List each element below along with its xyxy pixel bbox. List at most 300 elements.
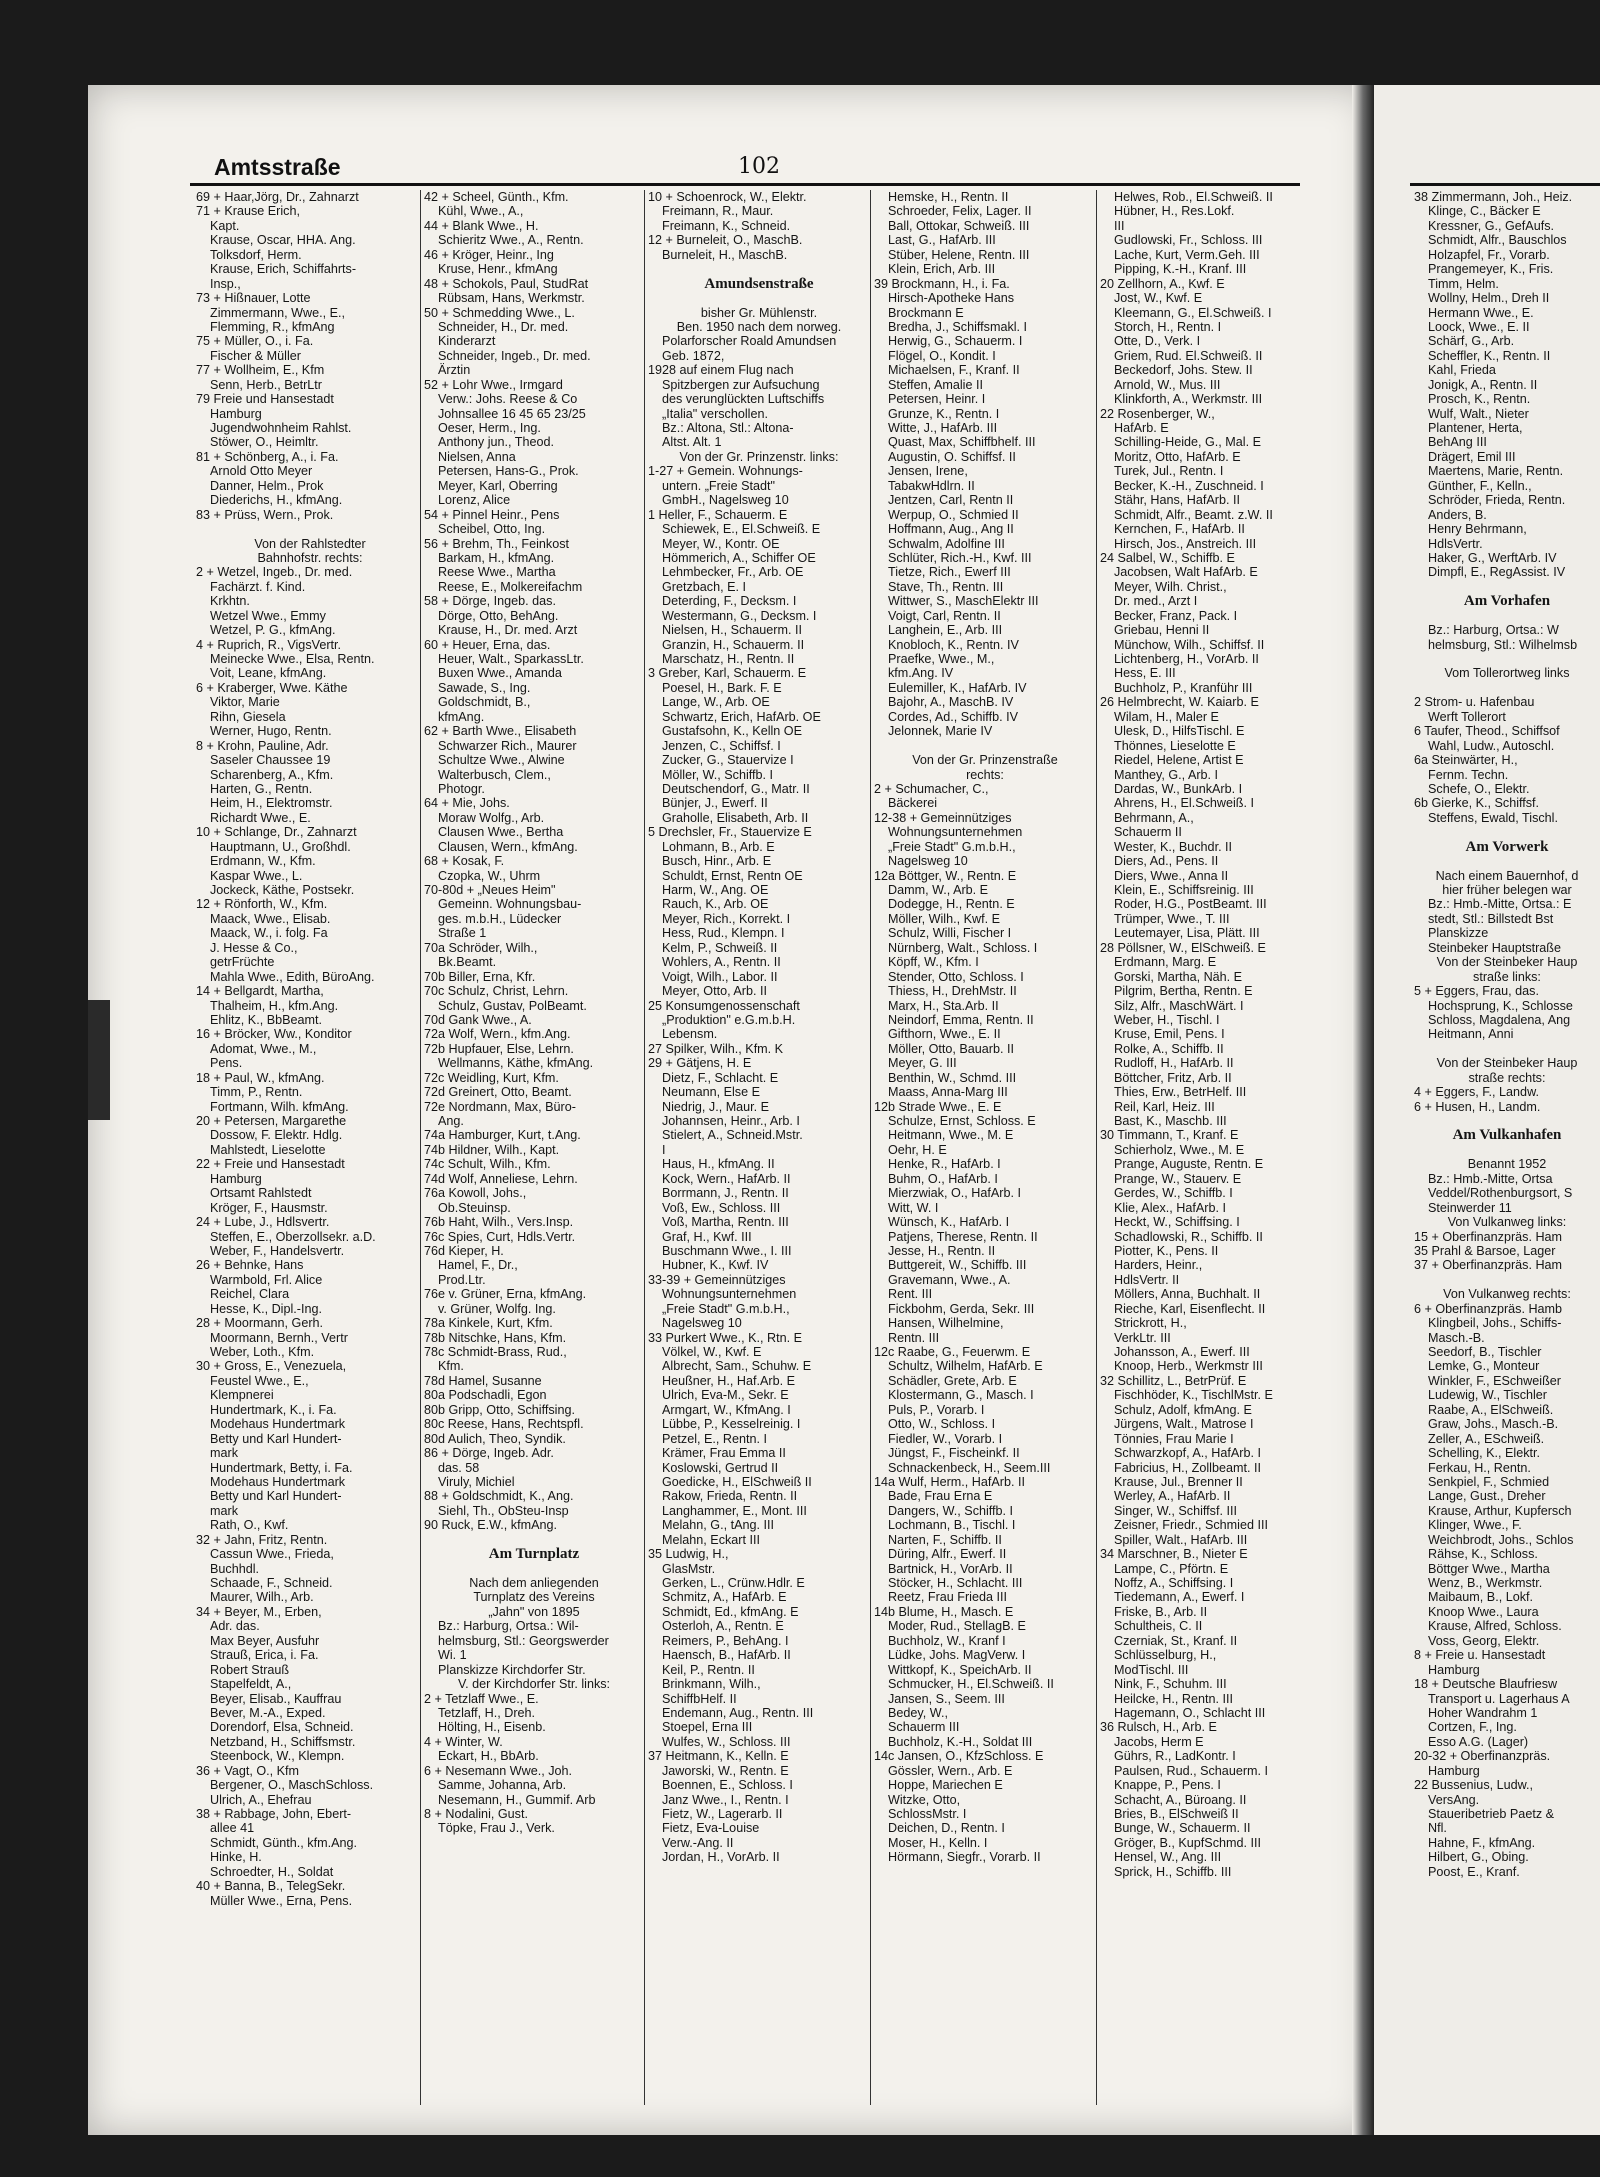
scan-shadow <box>88 1000 110 1120</box>
directory-entry: das. 58 <box>438 1460 480 1475</box>
directory-entry: Schultze Wwe., Alwine <box>438 753 565 768</box>
directory-entry: Dorendorf, Elsa, Schneid. <box>210 1720 354 1735</box>
directory-entry: Krause, Jul., Brenner II <box>1114 1474 1243 1489</box>
directory-entry: Bäckerei <box>888 796 937 811</box>
directory-entry: Armgart, W., KfmAng. I <box>662 1402 791 1417</box>
directory-entry: 1-27 + Gemein. Wohnungs- <box>648 464 803 479</box>
directory-entry: Walterbusch, Clem., <box>438 767 551 782</box>
directory-entry: Fischhöder, K., TischlMstr. E <box>1114 1388 1273 1403</box>
directory-entry: Buxen Wwe., Amanda <box>438 666 562 681</box>
directory-entry: Koslowski, Gertrud II <box>662 1460 779 1475</box>
directory-entry: 4 + Ruprich, R., VigsVertr. <box>196 637 342 652</box>
directory-entry: Warmbold, Frl. Alice <box>210 1272 323 1287</box>
directory-entry: Stüber, Helene, Rentn. III <box>888 247 1030 262</box>
directory-entry: Wohnungsunternehmen <box>888 825 1023 840</box>
directory-entry: 12a Böttger, W., Rentn. E <box>874 868 1017 883</box>
directory-entry: Stave, Th., Rentn. III <box>888 579 1004 594</box>
directory-entry: Anthony jun., Theod. <box>438 435 554 450</box>
directory-entry <box>424 1562 644 1576</box>
directory-entry: Meyer, W., Kontr. OE <box>662 536 780 551</box>
directory-entry: Werpup, O., Schmied II <box>888 507 1019 522</box>
directory-entry: Dietz, F., Schlacht. E <box>662 1070 779 1085</box>
directory-entry: Cassun Wwe., Frieda, <box>210 1547 334 1562</box>
directory-entry: Helwes, Rob., El.Schweiß. II <box>1114 190 1273 204</box>
directory-entry: Lohmann, B., Arb. E <box>662 839 775 854</box>
directory-entry: Krause, Arthur, Kupfersch <box>1428 1503 1572 1518</box>
directory-entry: Stapelfeldt, A., <box>210 1677 292 1692</box>
directory-entry: Hess, Rud., Klempn. I <box>662 926 785 941</box>
directory-entry: Lache, Kurt, Verm.Geh. III <box>1114 247 1260 262</box>
directory-entry: 36 + Vagt, O., Kfm <box>196 1763 300 1778</box>
directory-entry: Nesemann, H., Gummif. Arb <box>438 1792 596 1807</box>
directory-entry: GmbH., Nagelsweg 10 <box>662 493 789 508</box>
directory-entry: Goedicke, H., ElSchweiß II <box>662 1474 812 1489</box>
directory-entry: Kleemann, G., El.Schweiß. I <box>1114 305 1272 320</box>
directory-entry: Hahne, F., kfmAng. <box>1428 1835 1536 1850</box>
directory-entry: Neindorf, Emma, Rentn. II <box>888 1012 1034 1027</box>
directory-entry: Tiedemann, A., Ewerf. I <box>1114 1590 1245 1605</box>
directory-entry: Stielert, A., Schneid.Mstr. <box>662 1128 803 1143</box>
directory-entry: getrFrüchte <box>210 955 275 970</box>
directory-entry: 28 Pöllsner, W., ElSchweiß. E <box>1100 940 1266 955</box>
directory-entry: Moser, H., Kelln. I <box>888 1835 988 1850</box>
directory-entry: Knoop Wwe., Laura <box>1428 1604 1539 1619</box>
directory-entry: Modehaus Hundertmark <box>210 1474 346 1489</box>
directory-entry: Hansen, Wilhelmine, <box>888 1316 1004 1331</box>
directory-entry: Haker, G., WerftArb. IV <box>1428 550 1557 565</box>
directory-entry: 74d Wolf, Anneliese, Lehrn. <box>424 1171 578 1186</box>
directory-entry: Steinbeker Hauptstraße <box>1428 940 1562 955</box>
directory-entry: Klostermann, G., Masch. I <box>888 1388 1034 1403</box>
directory-entry: 78b Nitschke, Hans, Kfm. <box>424 1330 567 1345</box>
directory-entry: Petersen, Hans-G., Prok. <box>438 464 579 479</box>
directory-entry: Lehmbecker, Fr., Arb. OE <box>662 565 804 580</box>
directory-entry: Klie, Alex., HafArb. I <box>1114 1200 1226 1215</box>
directory-entry: Schlüter, Rich.-H., Kwf. III <box>888 550 1032 565</box>
directory-entry: Deterding, F., Decksm. I <box>662 594 797 609</box>
directory-entry: Beckedorf, Johs. Stew. II <box>1114 363 1253 378</box>
directory-entry: Reese, E., Molkereifachm <box>438 579 583 594</box>
directory-entry: des verunglückten Luftschiffs <box>662 392 825 407</box>
directory-entry: Mahla Wwe., Edith, BüroAng. <box>210 969 375 984</box>
directory-entry: Adr. das. <box>210 1619 260 1634</box>
directory-entry: Lampe, C., Pförtn. E <box>1114 1561 1229 1576</box>
directory-entry: 76d Kieper, H. <box>424 1243 504 1258</box>
directory-entry: Schroeder, Felix, Lager. II <box>888 204 1032 219</box>
directory-entry: 22 Bussenius, Ludw., <box>1414 1778 1534 1793</box>
directory-entry: Ben. 1950 nach dem norweg. <box>676 319 842 334</box>
directory-entry: Johnsallee 16 45 65 23/25 <box>438 406 586 421</box>
directory-entry: Ehlitz, K., BbBeamt. <box>210 1012 322 1027</box>
directory-entry: Holzapfel, Fr., Vorarb. <box>1428 247 1550 262</box>
directory-entry: Spitzbergen zur Aufsuchung <box>662 377 820 392</box>
directory-entry: 4 + Winter, W. <box>424 1734 503 1749</box>
directory-entry: 6 Taufer, Theod., Schiffsof <box>1414 724 1560 739</box>
directory-entry: 56 + Brehm, Th., Feinkost <box>424 536 570 551</box>
directory-entry: Eckart, H., BbArb. <box>438 1749 539 1764</box>
directory-entry: straße links: <box>1473 969 1541 984</box>
directory-entry: Maurer, Wilh., Arb. <box>210 1590 314 1605</box>
directory-entry: Endemann, Aug., Rentn. III <box>662 1705 814 1720</box>
directory-entry: „Jahn" von 1895 <box>488 1604 580 1619</box>
directory-entry: Melahn, Eckart III <box>662 1532 760 1547</box>
directory-entry: 54 + Pinnel Heinr., Pens <box>424 507 560 522</box>
directory-entry: Hochsprung, K., Schlosse <box>1428 998 1573 1013</box>
directory-entry <box>1414 825 1600 839</box>
directory-entry: III <box>1114 218 1125 233</box>
directory-entry: Buchholz, K.-H., Soldat III <box>888 1734 1033 1749</box>
directory-entry: Nfl. <box>1428 1821 1447 1836</box>
directory-entry: Gerdes, W., Schiffb. I <box>1114 1186 1233 1201</box>
directory-entry: Hundertmark, Betty, i. Fa. <box>210 1460 353 1475</box>
directory-entry: Moraw Wolfg., Arb. <box>438 810 545 825</box>
directory-entry: 24 + Lube, J., Hdlsvertr. <box>196 1215 330 1230</box>
directory-entry: Jüngst, F., Fischeinkf. II <box>888 1446 1020 1461</box>
directory-entry: Bz.: Harburg, Ortsa.: Wil- <box>438 1619 579 1634</box>
directory-entry: Schmidt, Alfr., Beamt. z.W. II <box>1114 507 1273 522</box>
directory-entry: 6 + Kraberger, Wwe. Käthe <box>196 680 348 695</box>
directory-entry: Ulesk, D., HilfsTischl. E <box>1114 724 1245 739</box>
directory-entry: Michaelsen, F., Kranf. II <box>888 363 1020 378</box>
directory-entry: Buhm, O., HafArb. I <box>888 1171 998 1186</box>
directory-entry: Langhein, E., Arb. III <box>888 623 1003 638</box>
directory-entry: Silz, Alfr., MaschWärt. I <box>1114 998 1244 1013</box>
directory-entry: Marschatz, H., Rentn. II <box>662 652 795 666</box>
directory-entry: 14a Wulf, Herm., HafArb. II <box>874 1474 1025 1489</box>
directory-entry: Von der Steinbeker Haup <box>1436 1056 1578 1071</box>
directory-entry: 34 + Beyer, M., Erben, <box>196 1604 322 1619</box>
directory-entry: 73 + Hißnauer, Lotte <box>196 291 311 306</box>
directory-entry: Stöcker, H., Schlacht. III <box>888 1576 1023 1590</box>
directory-entry: Hundertmark, K., i. Fa. <box>210 1402 337 1417</box>
directory-entry: 72a Wolf, Wern., kfm.Ang. <box>424 1027 571 1042</box>
directory-entry: hier früher belegen war <box>1442 883 1572 897</box>
directory-entry: Meyer, Otto, Arb. II <box>662 984 767 999</box>
directory-entry: Maack, Wwe., Elisab. <box>210 911 331 926</box>
directory-entry: mark <box>210 1446 238 1461</box>
directory-entry: Hess, E. III <box>1114 666 1176 681</box>
directory-entry: Steinwerder 11 <box>1428 1200 1512 1215</box>
directory-entry: Bade, Frau Erna E <box>888 1489 993 1504</box>
directory-entry: Buschmann Wwe., I. III <box>662 1243 792 1258</box>
directory-entry: Dangers, W., Schiffb. I <box>888 1503 1014 1518</box>
directory-entry: Geb. 1872, <box>662 348 725 363</box>
directory-entry: Melahn, G., tAng. III <box>662 1518 774 1533</box>
directory-entry: Hamburg <box>1428 1763 1480 1778</box>
directory-entry: Freimann, R., Maur. <box>662 204 774 219</box>
directory-entry: Praefke, Wwe., M., <box>888 652 995 666</box>
directory-entry: Gerken, L., Crünw.Hdlr. E <box>662 1576 805 1590</box>
directory-entry: GlasMstr. <box>662 1561 716 1576</box>
column-divider <box>644 190 645 2105</box>
directory-entry: 64 + Mie, Johs. <box>424 796 510 811</box>
directory-entry: Böttcher, Fritz, Arb. II <box>1114 1070 1232 1085</box>
directory-entry: Hörmann, Siegfr., Vorarb. II <box>888 1850 1041 1865</box>
directory-entry: Mierzwiak, O., HafArb. I <box>888 1186 1021 1201</box>
directory-entry: Ferkau, H., Rentn. <box>1428 1460 1531 1475</box>
directory-entry: stedt, Stl.: Billstedt Bst <box>1428 911 1554 926</box>
directory-entry: Maibaum, B., Lokf. <box>1428 1590 1533 1605</box>
directory-entry: Ludewig, W., Tischler <box>1428 1388 1547 1403</box>
directory-entry: Rudloff, H., HafArb. II <box>1114 1056 1234 1071</box>
directory-entry: Lebensm. <box>662 1027 718 1042</box>
directory-entry: Moder, Rud., StellagB. E <box>888 1619 1026 1634</box>
directory-entry: 52 + Lohr Wwe., Irmgard <box>424 377 563 392</box>
directory-entry: Rakow, Frieda, Rentn. II <box>662 1489 798 1504</box>
directory-entry: Prange, Auguste, Rentn. E <box>1114 1157 1264 1172</box>
directory-entry: Jordan, H., VorArb. II <box>662 1850 780 1865</box>
directory-entry: 12 + Rönforth, W., Kfm. <box>196 897 328 912</box>
directory-entry: Kruse, Emil, Pens. I <box>1114 1027 1225 1042</box>
directory-entry: Von Vulkanweg links: <box>1447 1215 1567 1230</box>
directory-entry: 36 Rulsch, H., Arb. E <box>1100 1720 1217 1735</box>
directory-entry: Witzke, Otto, <box>888 1792 961 1807</box>
directory-entry: Hensel, W., Ang. III <box>1114 1850 1222 1865</box>
directory-entry: Schnackenbeck, H., Seem.III <box>888 1460 1051 1475</box>
directory-entry: Schultz, Wilhelm, HafArb. E <box>888 1359 1043 1374</box>
directory-entry: BehAng III <box>1428 435 1487 450</box>
directory-entry: 6 + Husen, H., Landm. <box>1414 1099 1541 1114</box>
page-number: 102 <box>738 154 780 179</box>
directory-entry: Vom Tollerortweg links <box>1444 666 1570 681</box>
directory-entry <box>648 262 870 276</box>
directory-entry: HafArb. E <box>1114 421 1169 435</box>
directory-entry: 86 + Dörge, Ingeb. Adr. <box>424 1446 554 1461</box>
directory-entry: Heuer, Walt., SparkassLtr. <box>438 652 584 666</box>
section-heading: Am Vorwerk <box>1465 839 1549 855</box>
directory-entry: Tolksdorf, Herm. <box>210 247 302 262</box>
directory-entry: 38 + Rabbage, John, Ebert- <box>196 1807 352 1821</box>
directory-entry: Winkler, F., ESchweißer <box>1428 1373 1561 1388</box>
directory-entry: Jonigk, A., Rentn. II <box>1428 377 1538 392</box>
directory-entry <box>1414 1042 1600 1056</box>
directory-entry: Langhammer, E., Mont. III <box>662 1503 807 1518</box>
column-2 <box>424 190 644 2110</box>
directory-entry: Schneider, Ingeb., Dr. med. <box>438 348 591 363</box>
directory-entry: 77 + Wollheim, E., Kfm <box>196 363 325 378</box>
directory-entry: Kinderarzt <box>438 334 496 349</box>
directory-entry: Zeisner, Friedr., Schmied III <box>1114 1518 1268 1533</box>
directory-entry: Osterloh, A., Rentn. E <box>662 1619 784 1634</box>
directory-entry: Steffens, Ewald, Tischl. <box>1428 810 1558 825</box>
directory-entry: Petersen, Heinr. I <box>888 392 986 407</box>
directory-entry: 5 Drechsler, Fr., Stauervize E <box>648 825 812 840</box>
directory-entry: Veddel/Rothenburgsort, S <box>1428 1186 1573 1201</box>
directory-entry: Ang. <box>438 1114 464 1128</box>
directory-entry: Westermann, G., Decksm. I <box>662 608 817 623</box>
directory-entry: Krkhtn. <box>210 594 250 609</box>
directory-entry: 46 + Kröger, Heinr., Ing <box>424 247 554 262</box>
directory-entry: 34 Marschner, B., Nieter E <box>1100 1547 1248 1562</box>
page-header <box>214 148 1299 182</box>
directory-entry: Goldschmidt, B., <box>438 695 531 710</box>
directory-entry: Flemming, R., kfmAng <box>210 319 335 334</box>
directory-entry: 80c Reese, Hans, Rechtspfl. <box>424 1417 584 1432</box>
directory-entry: Jürgens, Walt., Matrose I <box>1114 1417 1254 1432</box>
directory-entry: Nink, F., Schuhm. III <box>1114 1677 1227 1692</box>
directory-entry: 14 + Bellgardt, Martha, <box>196 984 324 999</box>
directory-entry: Danner, Helm., Prok <box>210 478 324 493</box>
directory-entry: J. Hesse & Co., <box>210 940 298 955</box>
directory-entry: 20 Zellhorn, A., Kwf. E <box>1100 276 1225 291</box>
section-heading: Am Vorhafen <box>1463 594 1551 609</box>
directory-entry: 74c Schult, Wilh., Kfm. <box>424 1157 551 1172</box>
directory-entry: Hömmerich, A., Schiffer OE <box>662 550 816 565</box>
directory-entry: 72e Nordmann, Max, Büro- <box>424 1099 576 1114</box>
directory-entry: Bünjer, J., Ewerf. II <box>662 796 768 811</box>
directory-entry: Ärztin <box>438 363 471 378</box>
directory-entry: Meinecke Wwe., Elsa, Rentn. <box>210 652 375 666</box>
directory-entry: Fietz, Eva-Louise <box>662 1821 760 1836</box>
directory-entry: Münchow, Wilh., Schiffsf. II <box>1114 637 1265 652</box>
directory-entry: Jesse, H., Rentn. II <box>888 1243 996 1258</box>
directory-entry <box>1414 1143 1600 1157</box>
directory-entry: 44 + Blank Wwe., H. <box>424 218 539 233</box>
directory-entry: Harders, Heinr., <box>1114 1258 1203 1273</box>
directory-entry: Plantener, Herta, <box>1428 421 1523 435</box>
directory-entry: Rolke, A., Schiffb. II <box>1114 1041 1224 1056</box>
directory-entry: Schadlowski, R., Schiffb. II <box>1114 1229 1263 1244</box>
directory-entry: Buchhdl. <box>210 1561 260 1576</box>
directory-entry: Von der Gr. Prinzenstraße <box>912 753 1058 768</box>
directory-entry: „Freie Stadt" G.m.b.H., <box>662 1301 790 1316</box>
directory-entry: 68 + Kosak, F. <box>424 854 505 869</box>
directory-entry: 62 + Barth Wwe., Elisabeth <box>424 724 577 739</box>
directory-entry: Zucker, G., Stauervize I <box>662 753 794 768</box>
directory-entry: Lorenz, Alice <box>438 493 511 508</box>
directory-entry: Storch, H., Rentn. I <box>1114 319 1222 334</box>
directory-entry <box>424 1533 644 1547</box>
directory-entry: Riedel, Helene, Artist E <box>1114 753 1244 768</box>
directory-entry <box>1414 652 1600 666</box>
directory-entry: Rent. III <box>888 1287 933 1302</box>
directory-entry: Bz.: Harburg, Ortsa.: W <box>1428 623 1559 638</box>
directory-entry: 90 Ruck, E.W., kfmAng. <box>424 1518 557 1533</box>
directory-entry: Bk.Beamt. <box>438 955 497 970</box>
directory-entry: Schilling-Heide, G., Mal. E <box>1114 435 1261 450</box>
directory-entry: Viruly, Michiel <box>438 1474 515 1489</box>
directory-entry: 30 Timmann, T., Kranf. E <box>1100 1128 1239 1143</box>
directory-entry: Neumann, Else E <box>662 1085 761 1100</box>
directory-entry: Puls, P., Vorarb. I <box>888 1402 985 1417</box>
directory-entry: Schmidt, Günth., kfm.Ang. <box>210 1835 357 1850</box>
directory-entry: 40 + Banna, B., TelegSekr. <box>196 1879 346 1894</box>
directory-entry: 60 + Heuer, Erna, das. <box>424 637 551 652</box>
directory-entry: 26 + Behnke, Hans <box>196 1258 304 1273</box>
directory-entry: TabakwHdlrn. II <box>888 478 975 493</box>
directory-entry: Hauptmann, U., Großhdl. <box>210 839 351 854</box>
directory-entry: Von Vulkanweg rechts: <box>1443 1287 1571 1302</box>
directory-entry: Harten, G., Rentn. <box>210 781 313 796</box>
directory-entry: Wulf, Walt., Nieter <box>1428 406 1529 421</box>
directory-entry: Kapt. <box>210 218 240 233</box>
directory-entry: Insp., <box>210 276 241 291</box>
directory-entry: Flögel, O., Kondit. I <box>888 348 996 363</box>
directory-entry <box>874 739 1096 753</box>
directory-entry: Fischer & Müller <box>210 348 301 363</box>
directory-entry: Czopka, W., Uhrm <box>438 868 541 883</box>
directory-entry: 70c Schulz, Christ, Lehrn. <box>424 984 569 999</box>
directory-entry: Fickbohm, Gerda, Sekr. III <box>888 1301 1035 1316</box>
directory-entry: 12c Raabe, G., Feuerwm. E <box>874 1345 1031 1359</box>
directory-entry: Weber, F., Handelsvertr. <box>210 1243 345 1258</box>
directory-entry: Nürnberg, Walt., Schloss. I <box>888 940 1038 955</box>
directory-entry <box>1414 1114 1600 1128</box>
directory-entry: Piotter, K., Pens. II <box>1114 1243 1219 1258</box>
directory-entry: Trümper, Wwe., T. III <box>1114 911 1230 926</box>
directory-entry: 6a Steinwärter, H., <box>1414 753 1518 768</box>
directory-entry: Modehaus Hundertmark <box>210 1417 346 1432</box>
directory-entry: Rath, O., Kwf. <box>210 1518 289 1533</box>
directory-entry: Schmidt, Ed., kfmAng. E <box>662 1604 799 1619</box>
directory-entry: Wester, K., Buchdr. II <box>1114 839 1233 854</box>
directory-entry: 72b Hupfauer, Else, Lehrn. <box>424 1041 574 1056</box>
directory-entry: kfm.Ang. IV <box>888 666 954 681</box>
directory-entry: 15 + Oberfinanzpräs. Ham <box>1414 1229 1563 1244</box>
directory-entry: Jenzen, C., Schiffsf. I <box>662 738 781 753</box>
directory-entry: Kruse, Henr., kfmAng <box>438 262 558 277</box>
directory-entry: Schulz, Willi, Fischer I <box>888 926 1012 941</box>
directory-entry: Turek, Jul., Rentn. I <box>1114 464 1224 479</box>
directory-entry: 76b Haht, Wilh., Vers.Insp. <box>424 1215 574 1230</box>
directory-entry: Wellmanns, Käthe, kfmAng. <box>438 1056 594 1071</box>
directory-entry: Scharenberg, A., Kfm. <box>210 767 334 782</box>
directory-entry: 38 Zimmermann, Joh., Heiz. <box>1414 190 1573 204</box>
directory-entry: Heckt, W., Schiffsing. I <box>1114 1215 1240 1230</box>
directory-entry: Scheffler, K., Rentn. II <box>1428 348 1551 363</box>
directory-entry: Voigt, Wilh., Labor. II <box>662 969 778 984</box>
directory-entry: Bergener, O., MaschSchloss. <box>210 1778 374 1793</box>
directory-entry: Schultheis, C. II <box>1114 1619 1203 1634</box>
section-heading: Am Vulkanhafen <box>1452 1128 1562 1143</box>
directory-entry: Damm, W., Arb. E <box>888 883 989 897</box>
directory-entry: 12 + Burneleit, O., MaschB. <box>648 233 803 248</box>
directory-entry: Schädler, Grete, Arb. E <box>888 1373 1017 1388</box>
directory-entry: I <box>662 1142 666 1157</box>
directory-entry: Netzband, H., Schiffsmstr. <box>210 1734 356 1749</box>
directory-entry: V. der Kirchdorfer Str. links: <box>457 1677 611 1692</box>
directory-entry: Kelm, P., Schweiß. II <box>662 940 778 955</box>
directory-entry: Günther, F., Kelln., <box>1428 478 1532 493</box>
directory-entry <box>1414 1273 1600 1287</box>
directory-entry: 1928 auf einem Flug nach <box>648 363 794 378</box>
directory-entry: Spiller, Walt., HafArb. III <box>1114 1532 1248 1547</box>
directory-entry: Griem, Rud. El.Schweiß. II <box>1114 348 1263 363</box>
directory-entry: Strickrott, H., <box>1114 1316 1187 1331</box>
directory-entry: Schiewek, E., El.Schweiß. E <box>662 522 821 537</box>
directory-entry: Busch, Hinr., Arb. E <box>662 854 772 869</box>
directory-entry: SchlossMstr. I <box>888 1807 967 1821</box>
directory-entry: Meyer, Rich., Korrekt. I <box>662 911 791 926</box>
column-divider <box>1096 190 1097 2105</box>
directory-entry: „Italia" verschollen. <box>662 406 768 421</box>
directory-entry: Jelonnek, Marie IV <box>888 724 993 739</box>
directory-entry: 35 Ludwig, H., <box>648 1547 729 1562</box>
directory-entry: Viktor, Marie <box>210 695 280 710</box>
directory-entry: Bedey, W., <box>888 1705 948 1720</box>
directory-entry: Keil, P., Rentn. II <box>662 1662 755 1677</box>
directory-entry: Bever, M.-A., Exped. <box>210 1705 326 1720</box>
directory-entry: 33-39 + Gemeinnütziges <box>648 1272 786 1287</box>
directory-entry: Rihn, Giesela <box>210 709 286 724</box>
directory-entry: Schaade, F., Schneid. <box>210 1576 333 1590</box>
directory-entry: 74b Hildner, Wilh., Kapt. <box>424 1142 560 1157</box>
directory-entry: Burneleit, H., MaschB. <box>662 247 788 262</box>
directory-entry: „Produktion" e.G.m.b.H. <box>662 1012 796 1027</box>
directory-entry <box>196 522 424 536</box>
directory-entry: Schacht, A., Büroang. II <box>1114 1792 1247 1807</box>
directory-entry: Lochmann, B., Tischl. I <box>888 1518 1016 1533</box>
